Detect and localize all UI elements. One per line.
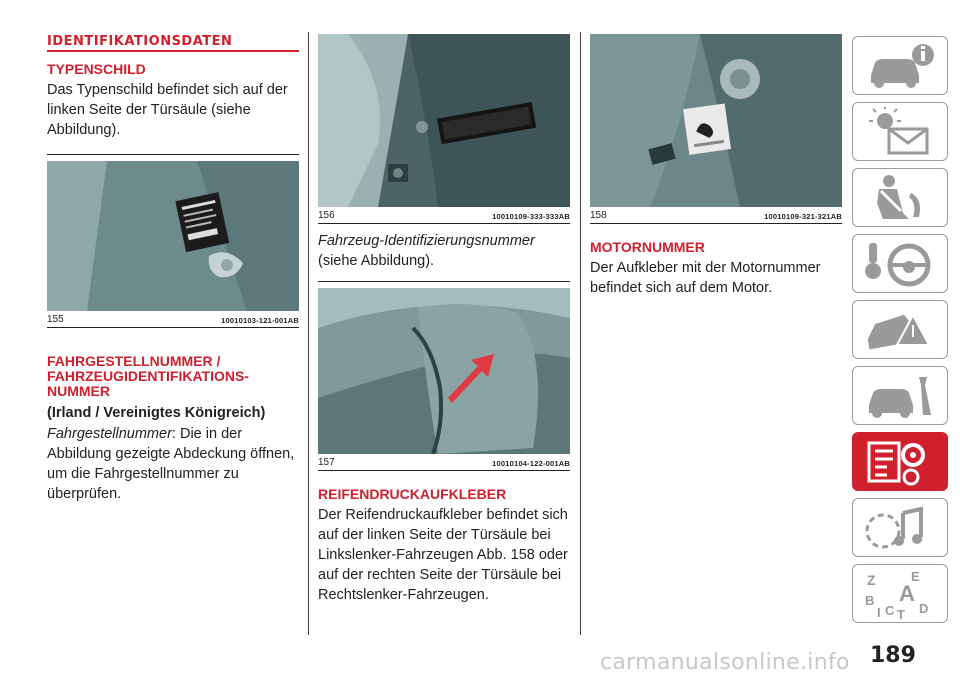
column-divider-2 [580,32,581,635]
tab-multimedia[interactable] [852,498,948,557]
warning-lights-icon [863,107,939,157]
maintenance-icon [863,371,939,421]
column-1 [47,30,299,504]
figure-155-image [47,161,299,311]
figure-156-caption [318,207,570,224]
figure-157-caption [318,454,570,471]
heading-typenschild: TYPENSCHILD [47,61,146,77]
figure-158-code: 10010109-321-321AB [764,212,842,221]
svg-text:T: T [897,607,905,619]
figure-158-caption [590,207,842,224]
breakdown-icon [863,305,939,355]
term-fin: Fahrzeug-Identifizierungsnummer [318,233,535,249]
svg-text:I: I [877,605,881,619]
tab-safety[interactable] [852,168,948,227]
text-motornummer: Der Aufkleber mit der Motornummer befindet sich auf dem Motor. [590,260,821,296]
tab-emergency[interactable] [852,300,948,359]
text-fin [318,231,570,271]
body-fahrgestellnummer: : Die in der Abbildung gezeigte Abdeckung öffnen, um die Fahrgestellnummer zu überprüfen. [47,426,295,502]
figure-156-number: 156 [318,210,335,221]
figure-158-number: 158 [590,210,607,221]
text-fahrgestellnummer [47,424,299,504]
figure-157-image [318,288,570,454]
figure-157-number: 157 [318,457,335,468]
car-info-icon [863,41,939,91]
svg-text:Z: Z [867,572,876,588]
technical-data-icon [863,437,939,487]
tab-maintenance[interactable] [852,366,948,425]
term-fahrgestellnummer: Fahrgestellnummer [47,426,172,442]
column-2 [318,30,570,605]
page-number: 189 [870,643,916,668]
figure-155-number: 155 [47,314,64,325]
tab-index[interactable] [852,564,948,623]
figure-156-image [318,34,570,207]
figure-155-caption [47,311,299,328]
column-divider-1 [308,32,309,635]
chapter-sidebar [852,36,948,630]
text-reifendruckaufkleber: Der Reifendruckaufkleber befindet sich auf der linken Seite der Türsäule bei Linkslenker-Fahrzeugen Abb. 158 oder auf der rechten Seite der Türsäule bei Rechtslenker-Fahrzeugen. [318,507,568,603]
svg-text:C: C [885,603,895,618]
figure-156-code: 10010109-333-333AB [492,212,570,221]
watermark: carmanualsonline.info [600,650,850,675]
column-3 [590,30,842,298]
text-typenschild: Das Typenschild befindet sich auf der linken Seite der Türsäule (siehe Abbildung). [47,82,288,138]
svg-text:B: B [865,593,875,608]
heading-motornummer: MOTORNUMMER [590,239,705,255]
tab-technical-data[interactable] [852,432,948,491]
svg-text:D: D [919,601,929,616]
svg-text:A: A [899,581,915,606]
index-icon [863,569,939,619]
svg-text:E: E [911,569,920,584]
tab-starting-driving[interactable] [852,234,948,293]
body-fin: (siehe Abbildung). [318,253,435,269]
tab-warning-lights[interactable] [852,102,948,161]
figure-157-code: 10010104-122-001AB [492,459,570,468]
figure-158-image [590,34,842,207]
seat-safety-icon [863,173,939,223]
tab-car-info[interactable] [852,36,948,95]
multimedia-icon [863,503,939,553]
steering-wheel-icon [863,239,939,289]
subheading-irland: (Irland / Vereinigtes Königreich) [47,405,266,421]
heading-reifendruckaufkleber: REIFENDRUCKAUFKLEBER [318,486,507,502]
section-title: IDENTIFIKATIONSDATEN [47,34,233,49]
figure-155-code: 10010103-121-001AB [221,316,299,325]
heading-fahrgestellnummer: FAHRGESTELLNUMMER / FAHRZEUGIDENTIFIKATIONS- NUMMER [47,353,249,399]
